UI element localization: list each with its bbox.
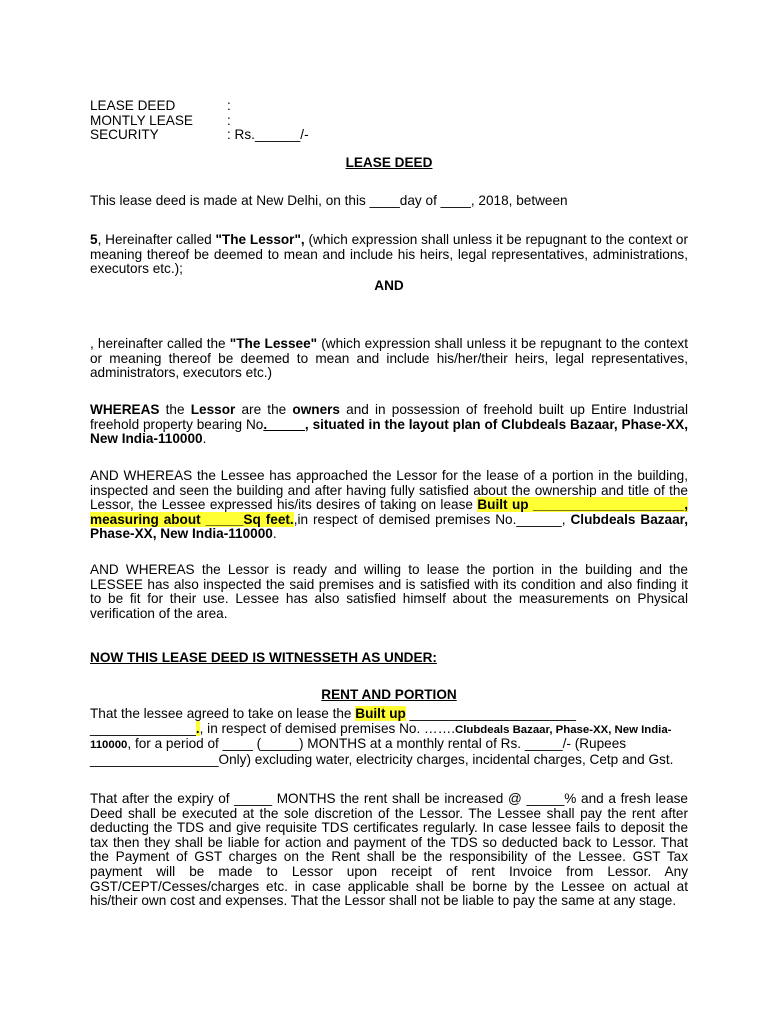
rent1-text-2: ______________________ [405,706,576,721]
rent1-text-4: , for a period of ____ (_____) MONTHS at a monthly rental of Rs. _____/- (Rupees _________________Only) excluding water, electricity charges, incidental charges, Cetp and Gst. [90,736,674,767]
header-value: : Rs.______/- [227,127,309,143]
whereas2-end: . [272,526,277,542]
lessor-text-1: , Hereinafter called [97,232,216,247]
rent1-highlight-dot: . [195,720,200,736]
whereas-text-1: the [159,402,191,417]
lessee-name: "The Lessee" [229,336,318,351]
whereas-end: . [202,431,207,447]
and-separator [90,279,688,294]
header-row-monthly-lease [90,114,688,129]
property-location: , situated in the layout plan of Clubdeals Bazaar, Phase-XX, New India-110000 [90,416,688,447]
rent-paragraph-2: That after the expiry of _____ MONTHS the rent shall be increased @ _____% and a fresh lease Deed shall be executed at the sole discretion of the Lessor. The Lessee shall pay the rent after deducting the TDS and give requisite TDS certificates regularly. In case lessee fails to deposit the tax then they shall be liable for action and payment of the TDS so deducted back to Lessor. That the Payment of GST charges on the Rent shall be the responsibility of the Lessee. GST Tax payment will be made to Lessor upon receipt of rent Invoice from Lessor. Any GST/CEPT/Cesses/charges etc. in case applicable shall be borne by the Lessee on actual at his/their own cost and expenses. That the Lessor shall not be liable to pay the same at any stage. [90,791,688,909]
whereas-word: WHEREAS [90,402,160,417]
whereas-text-3: and in possession of freehold built up Entire Industrial freehold property bearing No [90,402,689,432]
built-up-highlight: Built up ____________________, measuring about _____Sq feet. [90,497,689,527]
whereas2-text-1: AND WHEREAS the Lessee has approached the Lessor for the lease of a portion in the building, inspected and seen the building and after having fully satisfied about the ownership and title of the Lessor, the Lessee expressed his/its desires of taking on lease [90,468,688,513]
lessor-paragraph [90,233,688,277]
rent1-text-1: That the lessee agreed to take on lease the [90,706,356,721]
header-label: MONTLY LEASE [90,112,193,128]
rent1-blank: ______________ [90,720,196,736]
intro-paragraph: This lease deed is made at New Delhi, on this ____day of ____, 2018, between [90,193,568,208]
lessee-text-1: , hereinafter called the [90,336,230,351]
witness-heading [90,651,688,666]
rent-heading-text: RENT AND PORTION [321,687,457,702]
premises-address: Clubdeals Bazaar, Phase-XX, New India-110000 [90,511,688,542]
lessor-text-2: (which expression shall unless it be repugnant to the context or meaning thereof be deemed to mean and include his heirs, legal representatives, administrations, executors etc.); [90,232,688,277]
lessor-number: 5 [90,232,98,247]
page-title [90,156,688,171]
rent-address: Clubdeals Bazaar, Phase-XX, New India-110000 [90,723,672,752]
lessee-paragraph [90,337,688,381]
whereas-paragraph-1 [90,403,688,447]
rent-built-up-highlight: Built up [355,706,406,721]
whereas-paragraph-2 [90,469,688,542]
property-number-blank: ._____ [263,416,305,432]
header-row-security [90,128,688,143]
witness-heading-text: NOW THIS LEASE DEED IS WITNESSETH AS UNDER: [90,650,437,665]
rent-heading [90,688,688,703]
header-value: : [227,112,231,128]
header-label: SECURITY [90,127,159,143]
title-text: LEASE DEED [345,155,433,170]
whereas2-text-2: ,in respect of demised premises No.______, [293,511,571,527]
and-label: AND [374,278,404,293]
whereas-lessor: Lessor [190,402,236,417]
rent1-text-3: , in respect of demised premises No. ……. [199,720,455,736]
whereas-owners: owners [292,402,340,417]
header-table [90,99,688,143]
header-label: LEASE DEED [90,98,176,113]
whereas-paragraph-3: AND WHEREAS the Lessor is ready and willing to lease the portion in the building and the LESSEE has also inspected the said premises and is satisfied with its condition and also finding it to be fit for their use. Lessee has also satisfied himself about the measurements on Physical verification of the area. [90,562,688,621]
lessor-name: "The Lessor", [215,232,305,247]
lessee-text-2: (which expression shall unless it be repugnant to the context or meaning thereof be deemed to mean and include his/her/their heirs, legal representatives, administrators, executors etc.) [90,336,688,381]
header-row-lease-deed [90,99,688,114]
whereas-text-2: are the [235,402,293,417]
rent-paragraph-1 [90,707,688,767]
header-value: : [227,98,231,113]
